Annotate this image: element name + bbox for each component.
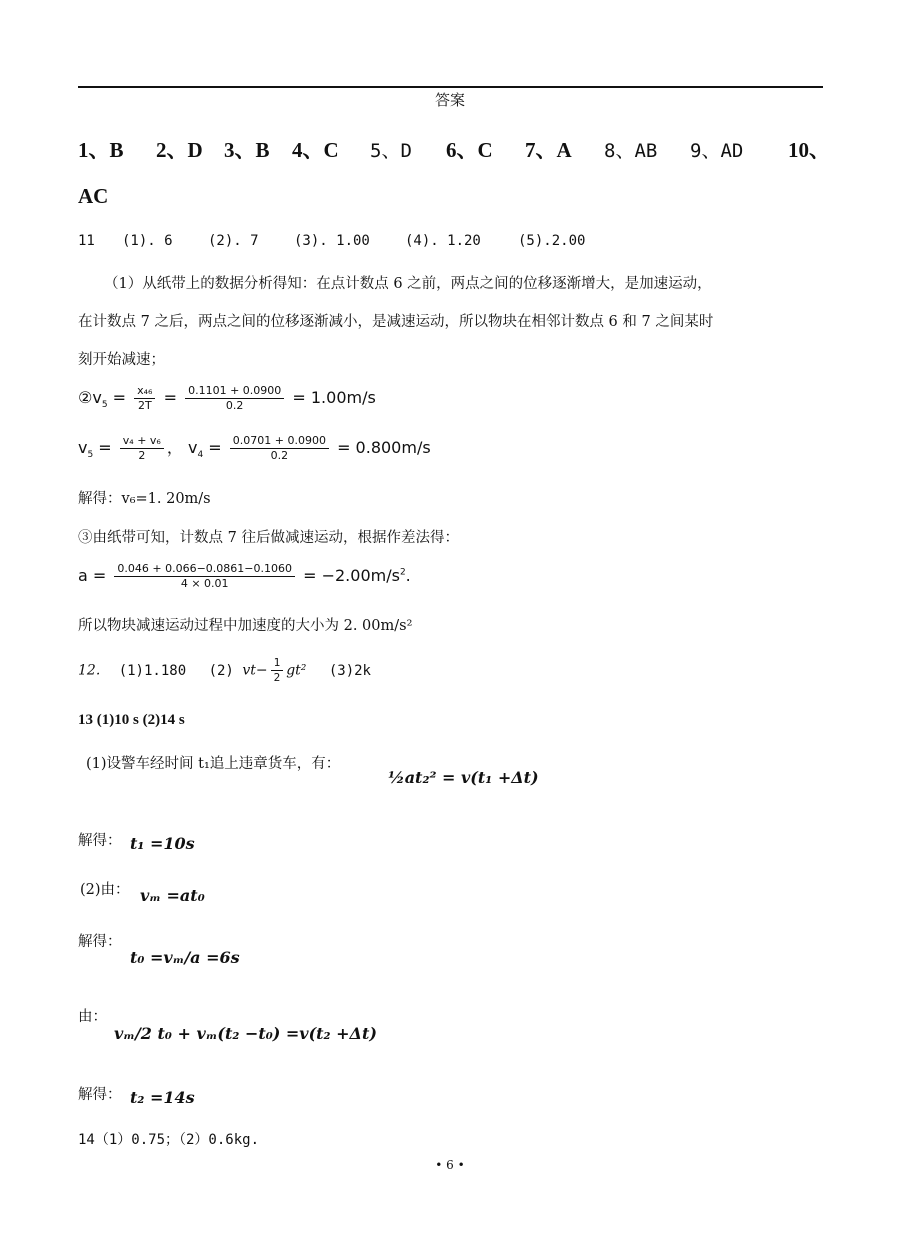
q11-paragraph-1: （1）从纸带上的数据分析得知：在点计数点 6 之前，两点之间的位移逐渐增大，是加速运动， — [104, 276, 712, 292]
answer-6: 6、C — [446, 138, 493, 162]
answer-9: 9、AD — [690, 140, 744, 162]
q13-solve-t0: t₀ =vₘ/a =6s — [130, 948, 240, 967]
q13-heading: 13 (1)10 s (2)14 s — [78, 712, 185, 728]
answer-10-value: AC — [78, 184, 109, 208]
q11-part4: (4). 1.20 — [405, 233, 481, 249]
q13-solve-t2: t₂ =14s — [130, 1088, 195, 1107]
q11-part3: (3). 1.00 — [294, 233, 370, 249]
q13-solve-label-1: 解得： — [78, 833, 122, 849]
q13-solve-label-2: 解得： — [78, 934, 122, 950]
q13-equation-vm: vₘ =at₀ — [140, 886, 205, 905]
answer-5: 5、D — [370, 140, 412, 162]
q11-solve-v6: 解得：v₆=1. 20m/s — [78, 491, 211, 507]
q11-number: 11 — [78, 233, 95, 249]
fraction: $\frac{\text{x₄₆}}{2T}$ — [134, 384, 155, 413]
q11-equation-a: a = $\frac{0.046 + 0.066-0.0861-0.1060}{4 \times 0.01}$ = $-2.00m/s^2$. — [78, 562, 411, 590]
fraction: $\frac{0.0701 + 0.0900}{0.2}$ — [230, 434, 329, 463]
page-number: • 6 • — [435, 1158, 465, 1172]
q11-paragraph-2: 在计数点 7 之后，两点之间的位移逐渐减小，是减速运动，所以物块在相邻计数点 6 和 7 之间某时 — [78, 314, 714, 330]
answer-4: 4、C — [292, 138, 339, 162]
fraction: $\frac{0.046 + 0.066-0.0861-0.1060}{4 \times 0.01}$ — [114, 562, 295, 591]
q11-part2: (2). 7 — [208, 233, 259, 249]
q12-line: 12. (1)1.180 (2) vt− $\frac{1}{2}$ gt² (3)2k — [78, 656, 371, 684]
q13-equation-3: vₘ/2 t₀ + vₘ(t₂ −t₀) =v(t₂ +Δt) — [114, 1024, 377, 1043]
answer-2: 2、D — [156, 138, 203, 162]
q13-solve-t1: t₁ =10s — [130, 834, 195, 853]
q13-equation-1: ½at₂² = v(t₁ +Δt) — [388, 768, 539, 787]
header-rule — [78, 86, 823, 88]
answer-3: 3、B — [224, 138, 270, 162]
fraction: $\frac{0.1101 + 0.0900}{0.2}$ — [185, 384, 284, 413]
q13-part2-label: (2)由： — [80, 882, 130, 898]
fraction: $\frac{\text{v₄ + v₆}}{2}$ — [120, 434, 164, 463]
q13-part3-label: 由： — [78, 1009, 107, 1025]
answer-10: 10、 — [788, 138, 830, 162]
q11-paragraph-3: 刻开始减速； — [78, 352, 165, 368]
q13-solve-label-3: 解得： — [78, 1087, 122, 1103]
q11-paragraph-4: ③由纸带可知，计数点 7 往后做减速运动，根据作差法得： — [78, 530, 459, 546]
q14-answer: 14（1）0.75；（2）0.6kg. — [78, 1132, 260, 1148]
q11-part5: (5).2.00 — [518, 233, 586, 249]
q11-equation-v5: $②v_5$ = $\frac{\text{x₄₆}}{2T}$ = $\frac{0.1101 + 0.0900}{0.2}$ = 1.00m/s — [78, 384, 376, 412]
page-title: 答案 — [434, 91, 465, 109]
fraction: $\frac{1}{2}$ — [271, 656, 284, 685]
q11-part1: (1). 6 — [122, 233, 173, 249]
q11-conclusion: 所以物块减速运动过程中加速度的大小为 2. 00m/s² — [78, 618, 413, 634]
q11-equation-v4: $v_5$ = $\frac{\text{v₄ + v₆}}{2}$ ， $v_4$ = $\frac{0.0701 + 0.0900}{0.2}$ = 0.800m/s — [78, 434, 431, 462]
q13-paragraph-1: (1)设警车经时间 t₁追上违章货车，有： — [86, 756, 341, 772]
answer-8: 8、AB — [604, 140, 658, 162]
answer-7: 7、A — [525, 138, 572, 162]
answer-1: 1、B — [78, 138, 124, 162]
